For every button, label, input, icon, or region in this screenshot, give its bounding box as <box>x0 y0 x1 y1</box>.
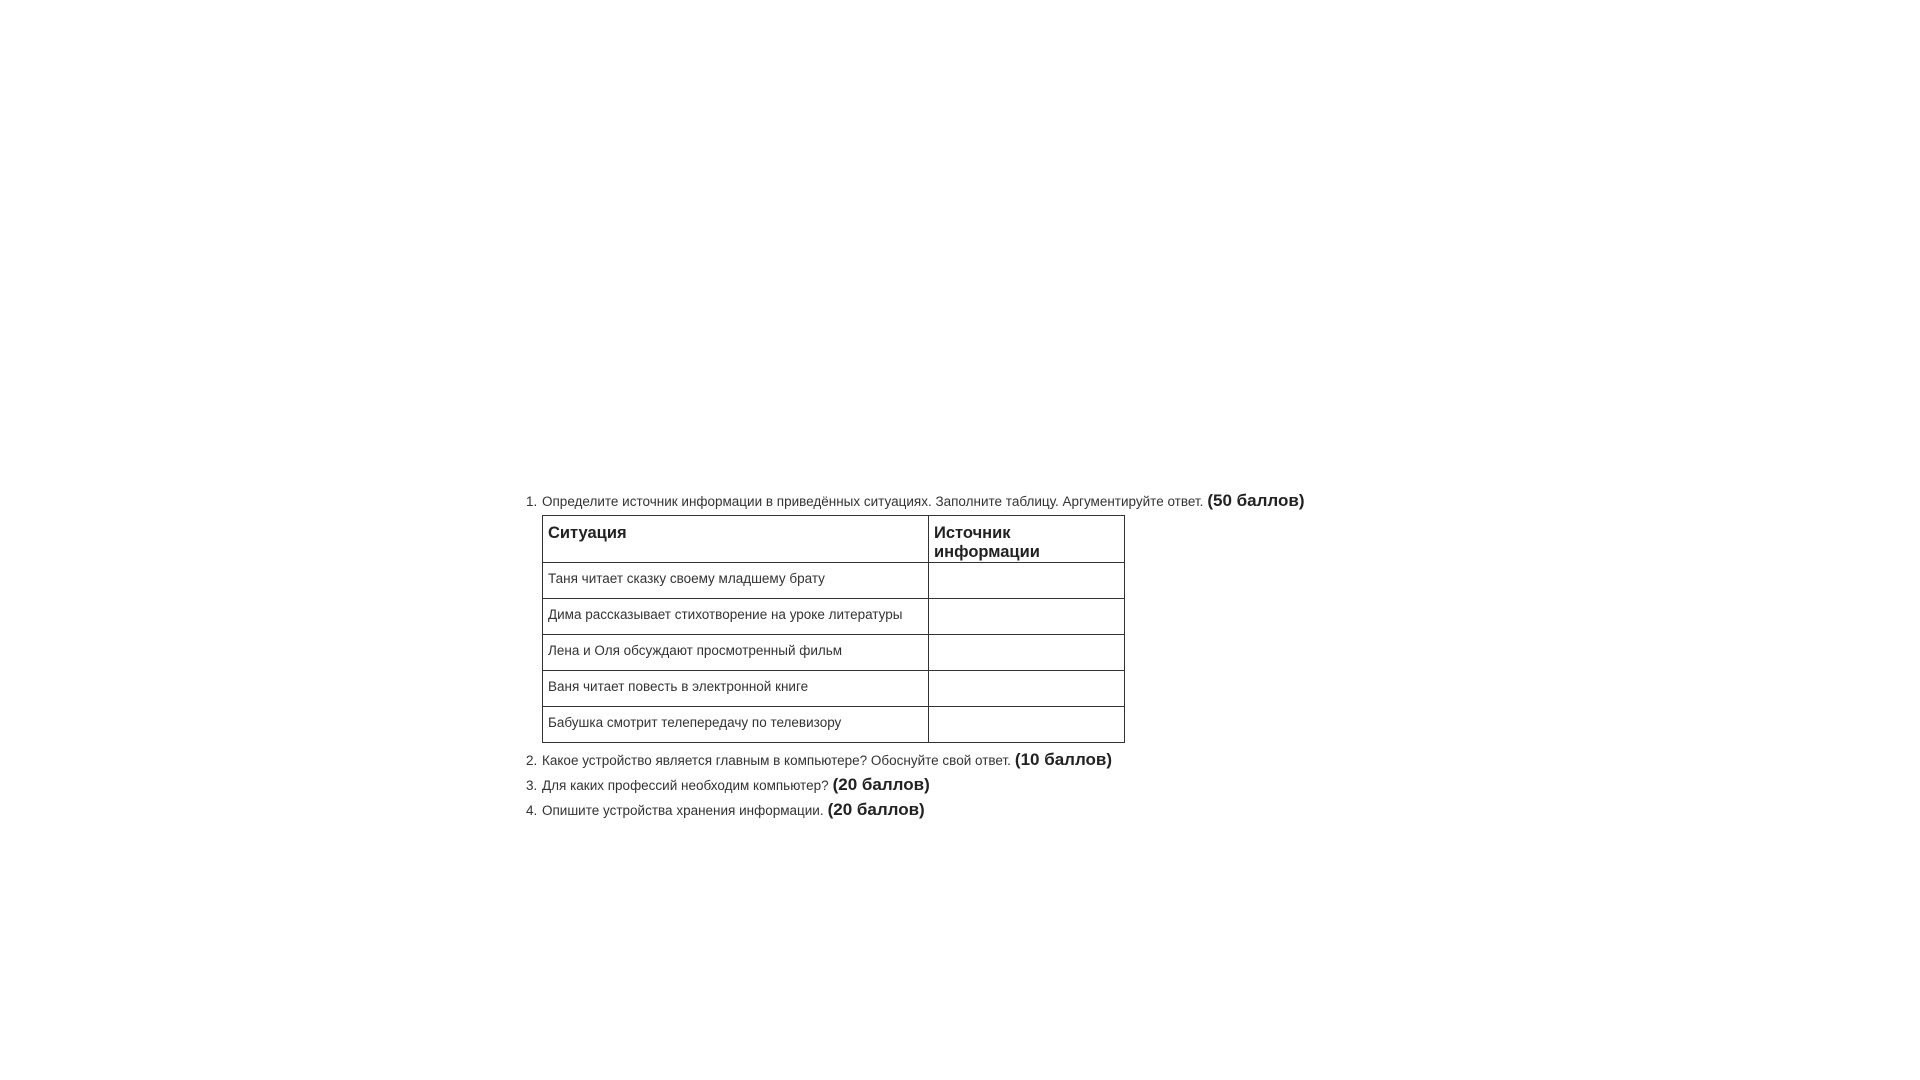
source-cell <box>929 635 1125 671</box>
question-text: Определите источник информации в приведённых ситуациях. Заполните таблицу. Аргументируйте ответ. <box>542 494 1204 509</box>
question-text: Опишите устройства хранения информации. <box>542 803 824 818</box>
question-points: (50 баллов) <box>1207 491 1305 510</box>
situation-cell: Дима рассказывает стихотворение на уроке литературы <box>543 599 929 635</box>
question-points: (20 баллов) <box>827 800 925 819</box>
situation-cell: Бабушка смотрит телепередачу по телевизору <box>543 707 929 743</box>
question-number: 3. <box>526 778 538 793</box>
header-situation: Ситуация <box>543 516 929 563</box>
table-row <box>543 671 1125 707</box>
document <box>526 488 1426 822</box>
source-cell <box>929 707 1125 743</box>
question-text: Для каких профессий необходим компьютер? <box>542 778 829 793</box>
situation-cell: Таня читает сказку своему младшему брату <box>543 563 929 599</box>
question-points: (10 баллов) <box>1014 750 1113 769</box>
source-cell <box>929 599 1125 635</box>
table-header-row <box>543 516 1125 563</box>
question-3 <box>526 772 1426 797</box>
table-row <box>543 635 1125 671</box>
source-cell <box>929 563 1125 599</box>
source-cell <box>929 671 1125 707</box>
header-source: Источник информации <box>929 516 1125 563</box>
question-number: 1. <box>526 494 538 509</box>
question-2 <box>526 747 1426 772</box>
table-row <box>543 563 1125 599</box>
situation-cell: Ваня читает повесть в электронной книге <box>543 671 929 707</box>
situation-cell: Лена и Оля обсуждают просмотренный фильм <box>543 635 929 671</box>
question-number: 2. <box>526 753 538 768</box>
question-number: 4. <box>526 803 538 818</box>
question-4 <box>526 797 1426 822</box>
question-text: Какое устройство является главным в компьютере? Обоснуйте свой ответ. <box>542 753 1011 768</box>
table-row <box>543 707 1125 743</box>
question-1 <box>526 488 1426 513</box>
situations-table <box>542 515 1125 743</box>
table-row <box>543 599 1125 635</box>
question-points: (20 баллов) <box>832 775 930 794</box>
